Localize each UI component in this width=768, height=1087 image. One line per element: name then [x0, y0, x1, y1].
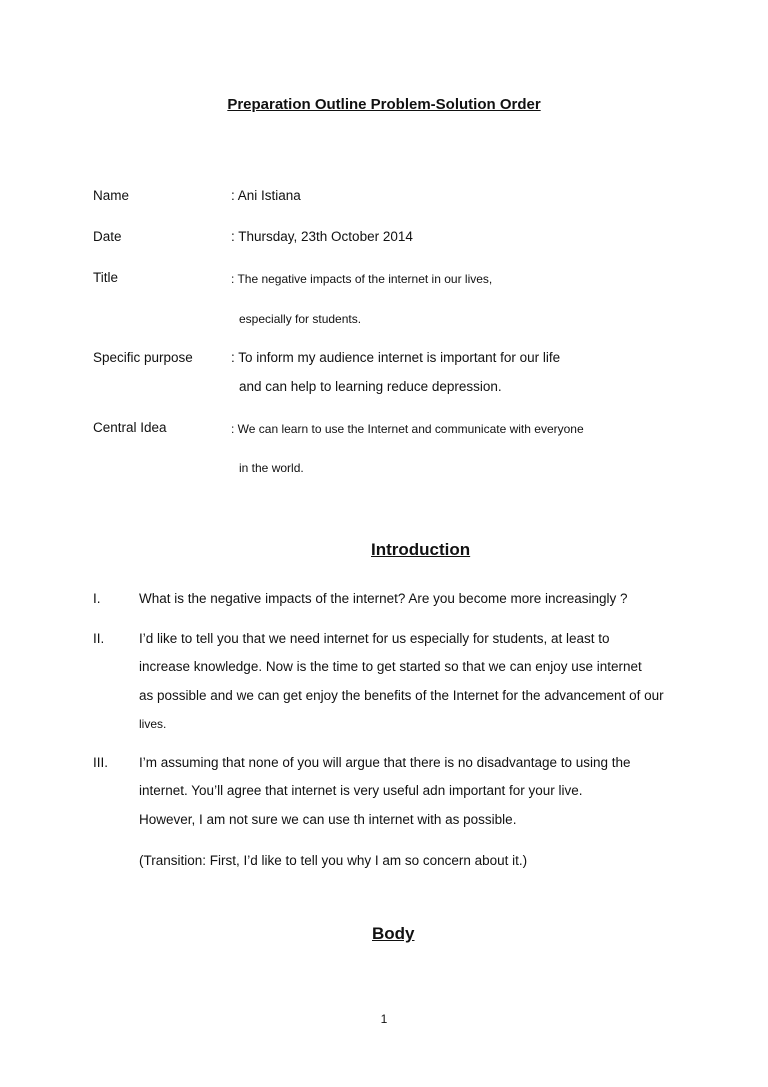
- field-value-specific-purpose-continuation: and can help to learning reduce depression.: [239, 379, 502, 394]
- intro-item-2-line-1: I’d like to tell you that we need internet for us especially for students, at least to: [139, 631, 610, 646]
- intro-transition: (Transition: First, I’d like to tell you why I am so concern about it.): [139, 853, 528, 868]
- field-label-date: Date: [93, 229, 122, 244]
- field-value-date: : Thursday, 23th October 2014: [231, 229, 413, 244]
- intro-item-2-line-3: as possible and we can get enjoy the benefits of the Internet for the advancement of our: [139, 688, 664, 703]
- intro-item-3-line-1: I’m assuming that none of you will argue that there is no disadvantage to using the: [139, 755, 631, 770]
- intro-item-2-numeral: II.: [93, 631, 105, 646]
- document-title: Preparation Outline Problem-Solution Order: [227, 96, 541, 113]
- body-heading: Body: [372, 924, 415, 943]
- field-value-specific-purpose: : To inform my audience internet is important for our life: [231, 350, 561, 365]
- field-label-specific-purpose: Specific purpose: [93, 350, 193, 365]
- intro-item-2-line-2: increase knowledge. Now is the time to get started so that we can enjoy use internet: [139, 659, 642, 674]
- introduction-heading: Introduction: [371, 540, 471, 559]
- intro-item-2-line-4: lives.: [139, 717, 167, 731]
- field-label-central-idea: Central Idea: [93, 420, 167, 435]
- intro-item-3-numeral: III.: [93, 755, 109, 770]
- page-number: 1: [380, 1012, 388, 1026]
- intro-item-1-numeral: I.: [93, 591, 101, 606]
- intro-item-3-line-3: However, I am not sure we can use th internet with as possible.: [139, 812, 517, 827]
- field-label-title: Title: [93, 270, 119, 285]
- field-value-central-idea-continuation: in the world.: [239, 461, 304, 475]
- field-value-central-idea: : We can learn to use the Internet and communicate with everyone: [231, 422, 584, 436]
- intro-item-3-line-2: internet. You’ll agree that internet is very useful adn important for your live.: [139, 783, 583, 798]
- field-value-title-continuation: especially for students.: [239, 312, 362, 326]
- intro-item-1-line-1: What is the negative impacts of the internet? Are you become more increasingly ?: [139, 591, 628, 606]
- field-label-name: Name: [93, 188, 130, 203]
- field-value-name: : Ani Istiana: [231, 188, 301, 203]
- field-value-title: : The negative impacts of the internet in our lives,: [231, 272, 493, 286]
